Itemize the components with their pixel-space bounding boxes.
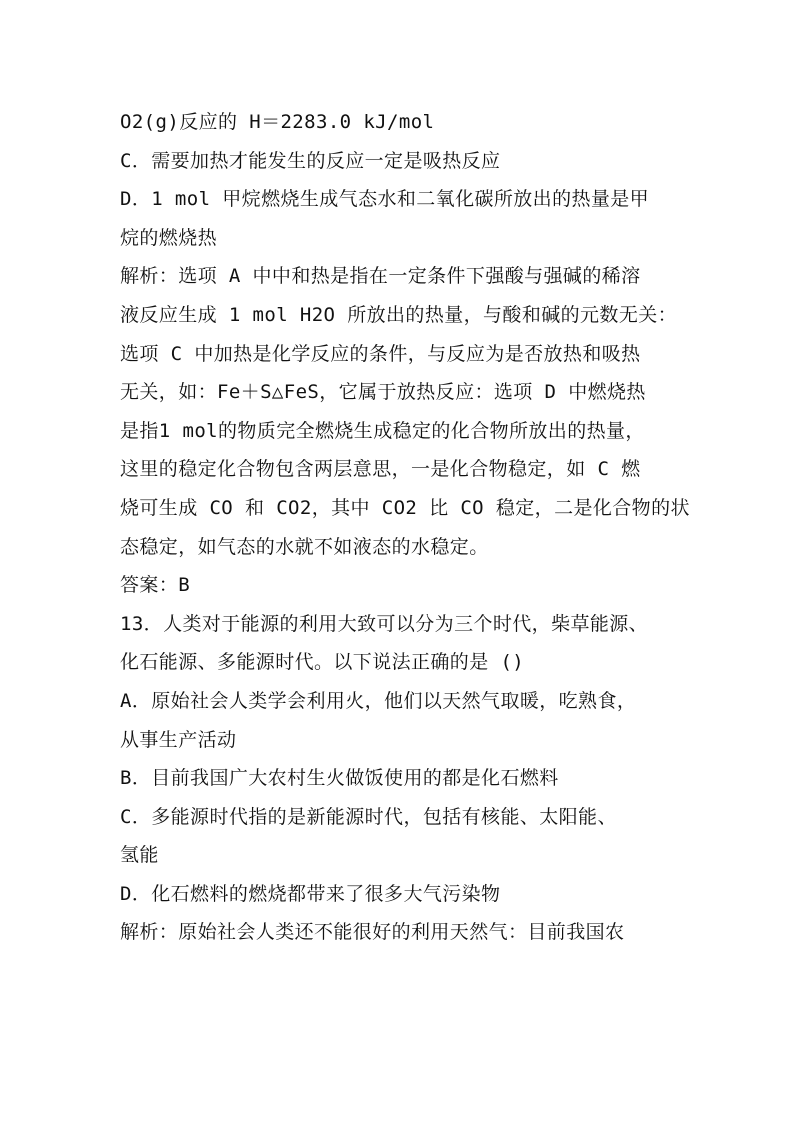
answer-line: 答案：B — [120, 574, 191, 597]
option-line: 从事生产活动 — [120, 728, 237, 751]
text-line: 态稳定，如气态的水就不如液态的水稳定。 — [120, 535, 489, 558]
text-line: 这里的稳定化合物包含两层意思，一是化合物稳定，如 C 燃 — [120, 458, 641, 481]
text-line: 解析：选项 A 中中和热是指在一定条件下强酸与强碱的稀溶 — [120, 265, 641, 288]
text-line: 解析：原始社会人类还不能很好的利用天然气：目前我国农 — [120, 921, 625, 944]
text-line: O2(g)反应的 H＝2283.0 kJ/mol — [120, 111, 435, 133]
question-line: 13．人类对于能源的利用大致可以分为三个时代，柴草能源、 — [120, 612, 649, 635]
document-body — [120, 103, 690, 952]
text-line: D．1 mol 甲烷燃烧生成气态水和二氧化碳所放出的热量是甲 — [120, 188, 650, 211]
text-line: 烷的燃烧热 — [120, 226, 218, 249]
text-line: 烧可生成 CO 和 CO2，其中 CO2 比 CO 稳定，二是化合物的状 — [120, 496, 690, 519]
text-line: 选项 C 中加热是化学反应的条件，与反应为是否放热和吸热 — [120, 342, 641, 365]
text-line: 液反应生成 1 mol H2O 所放出的热量，与酸和碱的元数无关： — [120, 303, 678, 326]
question-line: 化石能源、多能源时代。以下说法正确的是 () — [120, 651, 525, 674]
option-line: 氢能 — [120, 844, 159, 867]
text-line: 是指1 mol的物质完全燃烧生成稳定的化合物所放出的热量， — [120, 419, 645, 442]
option-line: C．多能源时代指的是新能源时代，包括有核能、太阳能、 — [120, 805, 617, 828]
option-line: D．化石燃料的燃烧都带来了很多大气污染物 — [120, 882, 501, 905]
option-line: B．目前我国广大农村生火做饭使用的都是化石燃料 — [120, 767, 559, 790]
option-line: A．原始社会人类学会利用火，他们以天然气取暖，吃熟食， — [120, 689, 637, 712]
text-line: 无关，如：Fe＋S△FeS，它属于放热反应：选项 D 中燃烧热 — [120, 381, 646, 404]
text-line: C．需要加热才能发生的反应一定是吸热反应 — [120, 149, 501, 172]
